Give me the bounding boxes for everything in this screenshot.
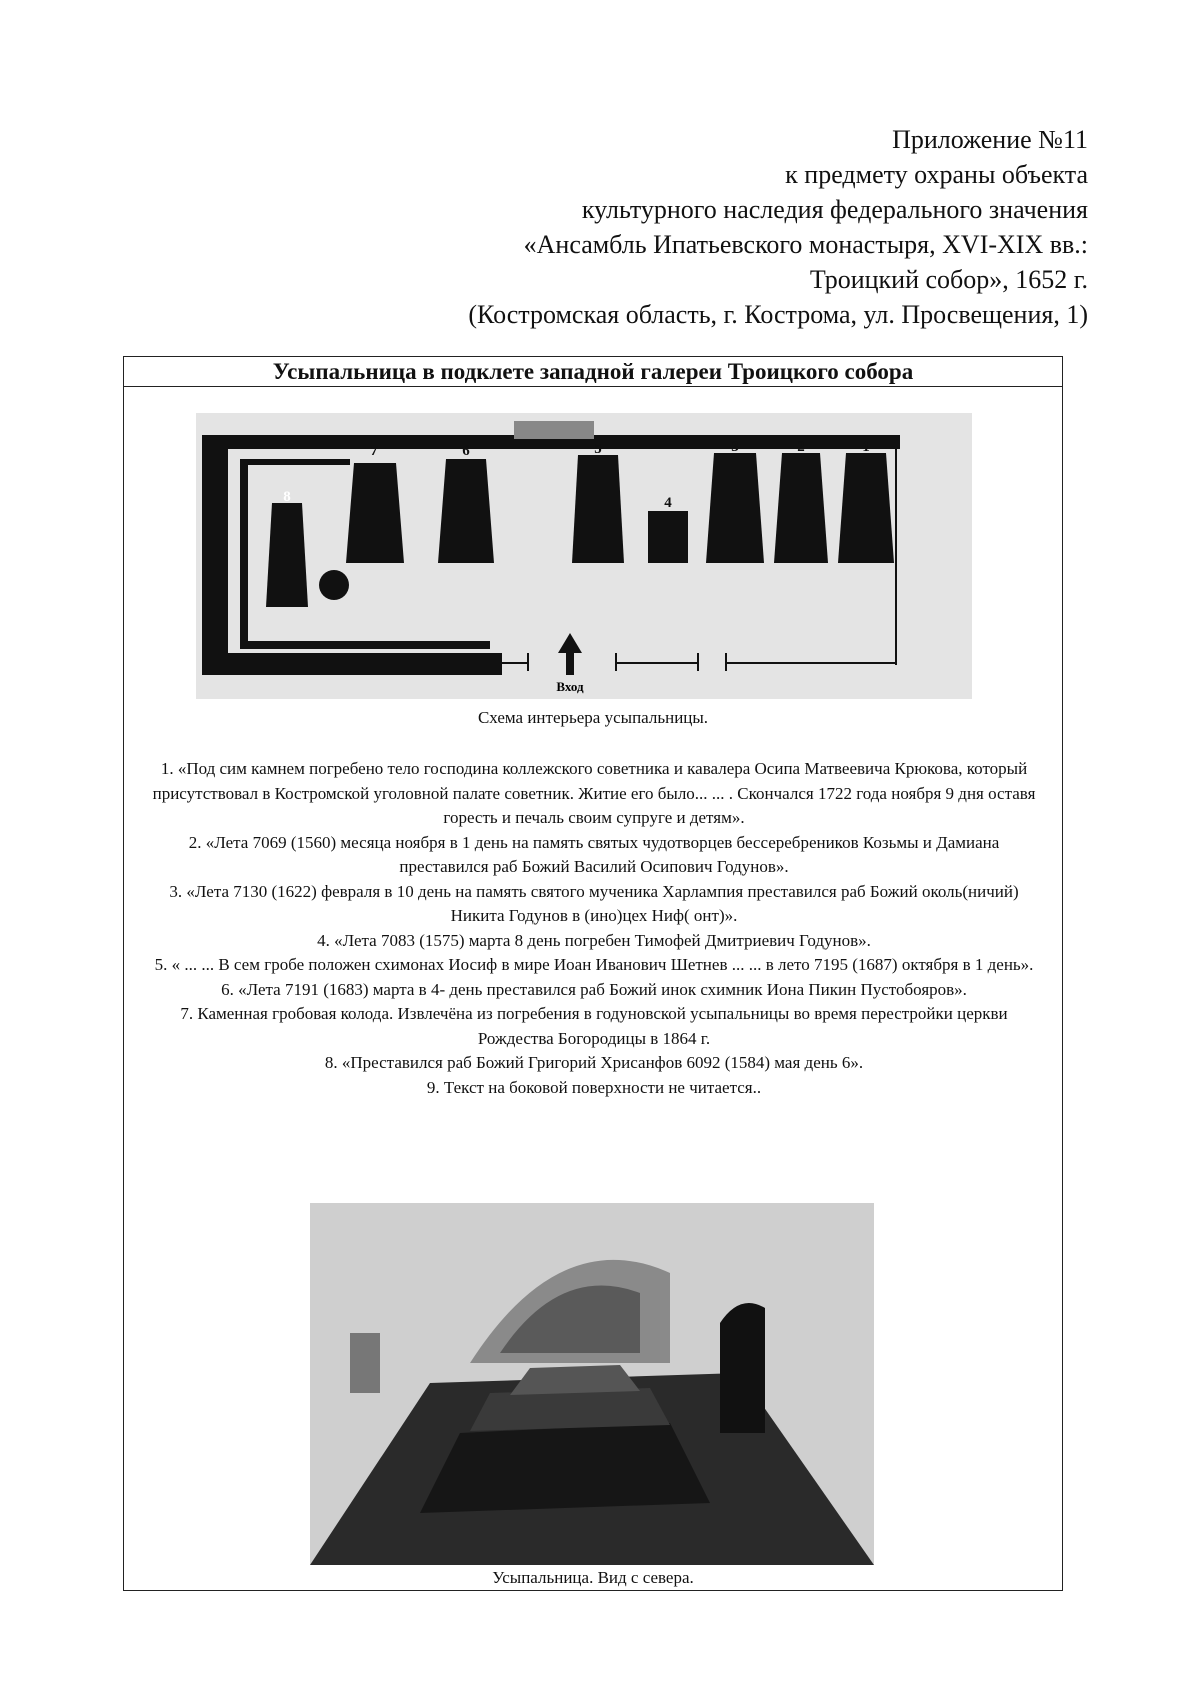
scheme-caption: Схема интерьера усыпальницы. xyxy=(477,708,709,727)
inscription-item: 6. «Лета 7191 (1683) марта в 4- день преставился раб Божий инок схимник Иона Пикин Пустобояров». xyxy=(221,979,967,999)
tomb-9 xyxy=(319,570,349,600)
tomb-number: 7 xyxy=(370,443,378,459)
content-frame xyxy=(123,356,1063,1591)
tomb-number: 1 xyxy=(862,439,870,455)
inscription-item: 2. «Лета 7069 (1560) месяца ноября в 1 день на память святых чудотворцев бессеребреников Козьмы и Дамиана преставился раб Божий Василий Осипович Годунов». xyxy=(188,832,1000,876)
header-line: (Костромская область, г. Кострома, ул. Просвещения, 1) xyxy=(468,300,1088,329)
crypt-photo xyxy=(310,1203,874,1565)
inscription-item: 1. «Под сим камнем погребено тело господина коллежского советника и кавалера Осипа Матвеевича Крюкова, который присутствовал в Костромской уголовной палате советник. Житие его было... ... . Скончался 1722 года ноября 9 дня оставя горесть и печаль своим супруге и детям». xyxy=(152,759,1036,827)
entrance-arrow-icon xyxy=(558,633,582,675)
wall-inner-bottom xyxy=(240,641,490,649)
inscription-item: 5. « ... ... В сем гробе положен схимонах Иосиф в мире Иоан Иванович Шетнев ... ... в лето 7195 (1687) октября в 1 день». xyxy=(154,955,1034,974)
tomb-6 xyxy=(438,459,494,563)
inscription-item: 7. Каменная гробовая колода. Извлечёна из погребения в годуновской усыпальницы во время перестройки церкви Рождества Богородицы в 1864 г. xyxy=(180,1004,1008,1048)
tomb-5 xyxy=(572,455,624,563)
tomb-2 xyxy=(774,453,828,563)
wall-bottom xyxy=(202,653,502,675)
tomb-3 xyxy=(706,453,764,563)
tomb-4 xyxy=(648,511,688,563)
tomb-number: 3 xyxy=(731,439,739,455)
inscriptions-list xyxy=(142,757,1046,1100)
wall-inner xyxy=(240,459,248,649)
entrance-label: Вход xyxy=(556,679,584,694)
header-line: Троицкий собор», 1652 г. xyxy=(809,265,1088,294)
tomb-number: 5 xyxy=(594,441,602,457)
inscription-item: 8. «Преставился раб Божий Григорий Хрисанфов 6092 (1584) мая день 6». xyxy=(324,1053,864,1072)
tomb-7 xyxy=(346,463,404,563)
tomb-1 xyxy=(838,453,894,563)
inscription-item: 9. Текст на боковой поверхности не читается.. xyxy=(426,1077,762,1097)
appendix-header xyxy=(328,122,1088,332)
header-line: к предмету охраны объекта xyxy=(785,160,1088,189)
scheme-drawing xyxy=(196,413,972,699)
crypt-photo-drawing xyxy=(310,1203,874,1565)
wall-inner-top xyxy=(240,459,350,465)
tomb-number: 6 xyxy=(462,443,470,459)
tomb-number: 4 xyxy=(664,495,672,511)
header-line: Приложение №11 xyxy=(892,125,1088,154)
header-line: «Ансамбль Ипатьевского монастыря, XVI-XIX вв.: xyxy=(523,230,1088,259)
inscription-item: 4. «Лета 7083 (1575) марта 8 день погребен Тимофей Дмитриевич Годунов». xyxy=(317,930,871,950)
frame-title: Усыпальница в подклете западной галереи Троицкого собора xyxy=(124,357,1062,387)
interior-scheme xyxy=(196,413,972,699)
photo-caption: Усыпальница. Вид с севера. xyxy=(492,1568,694,1587)
wall-left xyxy=(202,435,228,675)
tomb-8 xyxy=(266,503,308,607)
tomb-number: 8 xyxy=(283,489,291,505)
header-line: культурного наследия федерального значения xyxy=(581,195,1088,224)
tomb-number: 2 xyxy=(797,439,805,455)
wall-niche xyxy=(514,421,594,439)
inscription-item: 3. «Лета 7130 (1622) февраля в 10 день на память святого мученика Харлампия преставился раб Божий околь(ничий) Никита Годунов в (ино)цех Ниф( онт)». xyxy=(169,881,1019,925)
